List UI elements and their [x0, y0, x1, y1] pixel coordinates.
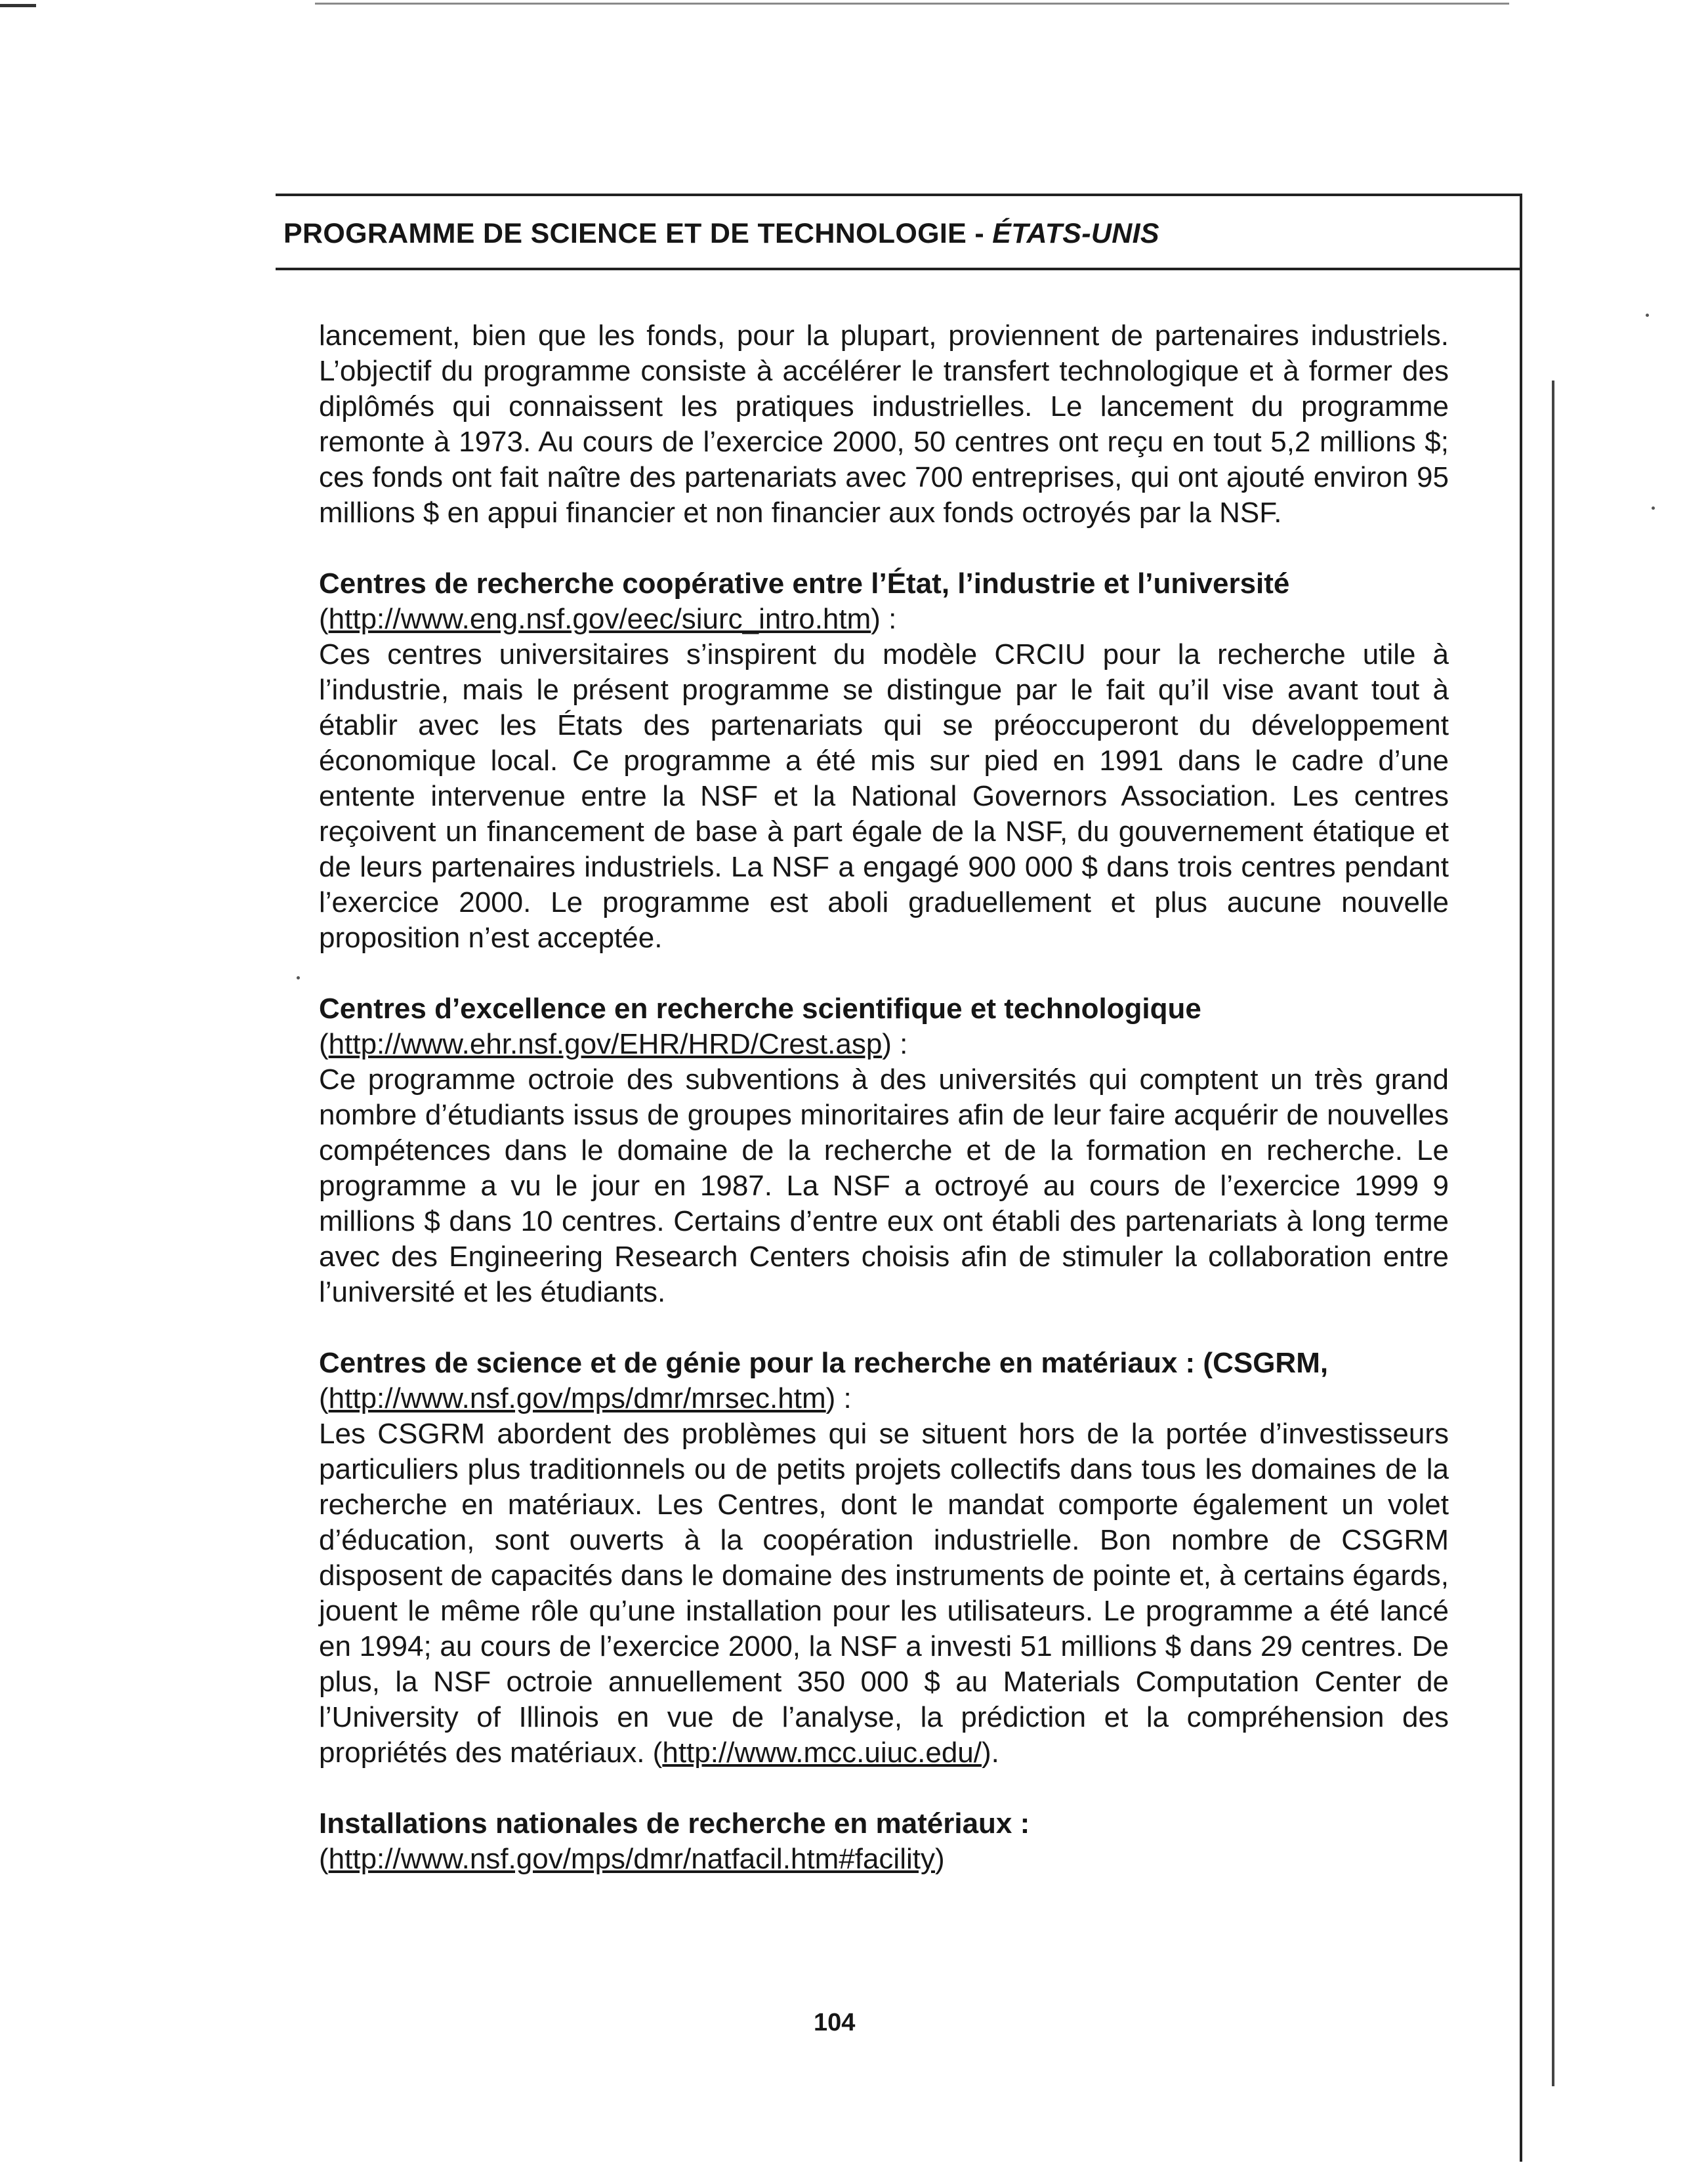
url-open-paren: (	[319, 1382, 329, 1414]
section-url-line	[319, 1027, 1449, 1062]
section-body: Ces centres universitaires s’inspirent du modèle CRCIU pour la recherche utile à l’industrie, mais le présent programme se distingue par le fait qu’il vise avant tout à établir avec les États des partenariats qui se préoccuperont du développement économique local. Ce programme a été mis sur pied en 1991 dans le cadre d’une entente intervenue entre la NSF et la National Governors Association. Les centres reçoivent un financement de base à part égale de la NSF, du gouvernement étatique et de leurs partenaires industriels. La NSF a engagé 900 000 $ dans trois centres pendant l’exercice 2000. Le programme est aboli graduellement et plus aucune nouvelle proposition n’est acceptée.	[319, 638, 1449, 954]
url-close-paren: ) :	[871, 603, 897, 635]
page-number: 104	[814, 2009, 856, 2036]
section-body-end: ).	[982, 1737, 999, 1769]
url-open-paren: (	[319, 1028, 329, 1060]
url-close-paren: ) :	[825, 1382, 852, 1414]
section-crcei	[319, 566, 1449, 956]
page-header-title	[283, 218, 1159, 250]
section-installations	[319, 1806, 1449, 1877]
header-bottom-rule	[276, 268, 1522, 270]
header-box-top-rule	[276, 194, 1522, 196]
scan-speck	[297, 976, 300, 979]
url-close-paren: ) :	[882, 1028, 908, 1060]
section-body-text: Les CSGRM abordent des problèmes qui se situent hors de la portée d’investisseurs particuliers plus traditionnels ou de petits projets collectifs dans tous les domaines de la recherche en matériaux. Les Centres, dont le mandat comporte également un volet d’éducation, sont ouverts à la coopération industrielle. Bon nombre de CSGRM disposent de capacités dans le domaine des instruments de pointe et, à certains égards, jouent le même rôle qu’une installation pour les utilisateurs. Le programme a été lancé en 1994; au cours de l’exercice 2000, la NSF a investi 51 millions $ dans 29 centres. De plus, la NSF octroie annuellement 350 000 $ au Materials Computation Center de l’University of Illinois en vue de l’analyse, la prédiction et la compréhension des propriétés des matériaux. (	[319, 1418, 1449, 1769]
header-title-country: ÉTATS-UNIS	[992, 218, 1159, 249]
section-link[interactable]: http://www.nsf.gov/mps/dmr/mrsec.htm	[328, 1382, 826, 1414]
section-heading: Installations nationales de recherche en matériaux :	[319, 1807, 1030, 1840]
url-open-paren: (	[319, 1843, 329, 1875]
section-csgrm	[319, 1346, 1449, 1771]
scan-speck	[1652, 506, 1655, 510]
header-title-main: PROGRAMME DE SCIENCE ET DE TECHNOLOGIE -	[283, 218, 993, 249]
section-body: Ce programme octroie des subventions à des universités qui comptent un très grand nombre d’étudiants issus de groupes minoritaires afin de leur faire acquérir de nouvelles compétences dans le domaine de la recherche et de la formation en recherche. Le programme a vu le jour en 1987. La NSF a octroyé au cours de l’exercice 1999 9 millions $ dans 10 centres. Certains d’entre eux ont établi des partenariats à long terme avec des Engineering Research Centers choisis afin de stimuler la collaboration entre l’université et les étudiants.	[319, 1063, 1449, 1308]
mcc-link[interactable]: http://www.mcc.uiuc.edu/	[662, 1737, 982, 1769]
url-open-paren: (	[319, 603, 329, 635]
document-body	[319, 318, 1449, 1877]
section-link[interactable]: http://www.ehr.nsf.gov/EHR/HRD/Crest.asp	[328, 1028, 883, 1060]
margin-vertical-rule	[1552, 381, 1554, 2086]
section-url-line	[319, 1381, 1449, 1416]
section-heading: Centres de science et de génie pour la recherche en matériaux : (CSGRM,	[319, 1347, 1329, 1379]
intro-paragraph: lancement, bien que les fonds, pour la plupart, proviennent de partenaires industriels. L’objectif du programme consiste à accélérer le transfert technologique et à former des diplômés qui connaissent les pratiques industrielles. Le lancement du programme remonte à 1973. Au cours de l’exercice 2000, 50 centres ont reçu en tout 5,2 millions $; ces fonds ont fait naître des partenariats avec 700 entreprises, qui ont ajouté environ 95 millions $ en appui financier et non financier aux fonds octroyés par la NSF.	[319, 319, 1449, 529]
scan-speck	[1646, 314, 1649, 317]
scan-edge-line	[315, 3, 1509, 5]
section-heading: Centres d’excellence en recherche scientifique et technologique	[319, 993, 1201, 1025]
url-close-paren: )	[934, 1843, 945, 1875]
section-url-line	[319, 602, 1449, 637]
section-link[interactable]: http://www.eng.nsf.gov/eec/siurc_intro.htm	[328, 603, 871, 635]
scan-corner-mark	[0, 4, 36, 7]
section-heading: Centres de recherche coopérative entre l’État, l’industrie et l’université	[319, 567, 1290, 600]
section-body	[319, 1416, 1449, 1771]
section-link[interactable]: http://www.nsf.gov/mps/dmr/natfacil.htm#facility	[328, 1843, 935, 1875]
header-box-right-rule	[1520, 194, 1522, 2162]
section-url-line	[319, 1842, 1449, 1877]
section-crest	[319, 991, 1449, 1310]
